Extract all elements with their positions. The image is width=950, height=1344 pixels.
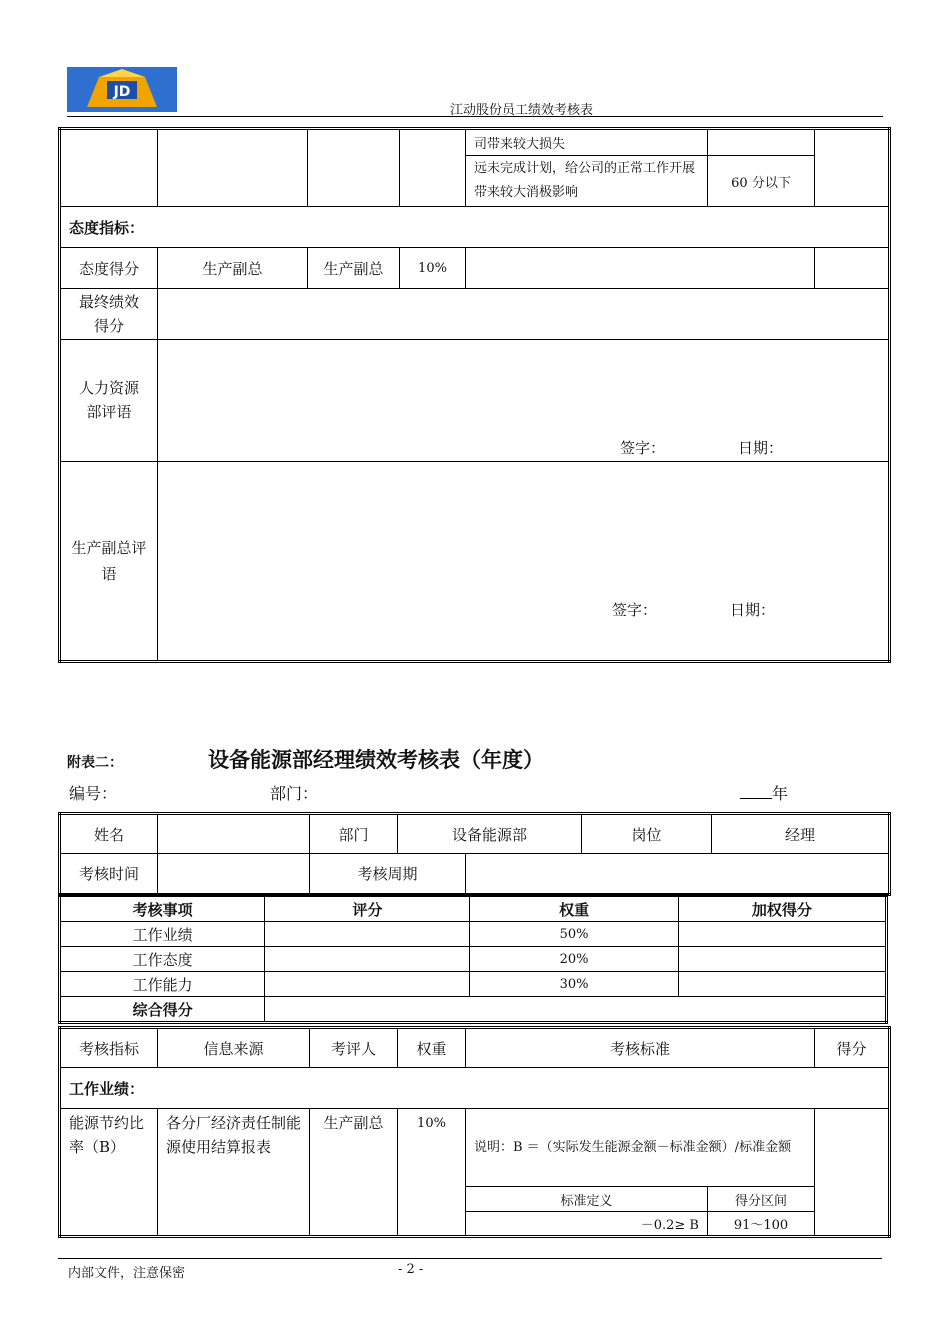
- appendix-title: 设备能源部经理绩效考核表（年度）: [208, 747, 544, 772]
- header-title: 江动股份员工绩效考核表: [450, 103, 594, 118]
- attitude-evaluator: 生产副总: [308, 248, 400, 289]
- header-standard: 考核标准: [466, 1028, 815, 1068]
- logo-text: JD: [113, 84, 131, 100]
- summary-item: 工作能力: [60, 972, 265, 997]
- final-score-value: [158, 289, 890, 340]
- summary-weight: 20%: [470, 947, 678, 972]
- vp-date-label: 日期：: [730, 601, 776, 619]
- header-divider: [67, 116, 883, 117]
- hr-comment-label: 人力资源部评语: [60, 340, 158, 462]
- table-row: [60, 947, 887, 972]
- summary-weighted: [678, 972, 886, 997]
- position-value: 经理: [712, 814, 890, 854]
- attitude-standard: [466, 248, 815, 289]
- empty-cell: [158, 129, 308, 207]
- summary-weight: 30%: [470, 972, 678, 997]
- total-score-value: [265, 997, 887, 1023]
- attitude-source: 生产副总: [158, 248, 308, 289]
- summary-header: 考核事项: [60, 896, 265, 922]
- review-time-label: 考核时间: [60, 854, 158, 895]
- previous-table-continuation: [58, 127, 891, 663]
- hr-comment-area: [158, 340, 890, 462]
- review-period-value: [466, 854, 890, 895]
- footer-divider: [58, 1258, 882, 1259]
- header-evaluator: 考评人: [310, 1028, 398, 1068]
- employee-info-table: [58, 812, 891, 896]
- attitude-score-label: 态度得分: [60, 248, 158, 289]
- standard-desc-b: 远未完成计划，给公司的正常工作开展带来较大消极影响: [466, 156, 708, 207]
- summary-item: 工作态度: [60, 947, 265, 972]
- empty-cell: [60, 129, 158, 207]
- empty-cell: [400, 129, 466, 207]
- standard-desc-a: 司带来较大损失: [466, 129, 708, 156]
- hr-sign-label: 签字：: [620, 439, 666, 457]
- summary-weighted: [678, 947, 886, 972]
- final-score-label: 最终绩效得分: [60, 289, 158, 340]
- weight-cell: 10%: [398, 1109, 466, 1237]
- page-number: - 2 -: [398, 1262, 424, 1277]
- score-cell: [815, 1109, 890, 1237]
- appendix-label: 附表二：: [67, 755, 123, 771]
- summary-header: 评分: [265, 896, 470, 922]
- position-label: 岗位: [582, 814, 712, 854]
- vp-sign-label: 签字：: [612, 601, 658, 619]
- attitude-heading: 态度指标：: [60, 207, 890, 248]
- vp-comment-area: [158, 462, 890, 662]
- dept-label: 部门: [310, 814, 398, 854]
- empty-cell: [308, 129, 400, 207]
- department-label: 部门：: [270, 784, 319, 803]
- range-label: 得分区间: [708, 1187, 815, 1212]
- review-time-value: [158, 854, 310, 895]
- performance-detail-table: [58, 1026, 891, 1238]
- range-cell-b: 60 分以下: [708, 156, 815, 207]
- table-row: [60, 972, 887, 997]
- year-label: 年: [772, 784, 789, 803]
- summary-score: [265, 922, 470, 947]
- year-field: [740, 781, 788, 804]
- name-label: 姓名: [60, 814, 158, 854]
- evaluator-cell: 生产副总: [310, 1109, 398, 1237]
- summary-weight: 50%: [470, 922, 678, 947]
- summary-item: 工作业绩: [60, 922, 265, 947]
- total-score-label: 综合得分: [60, 997, 265, 1023]
- confidential-note: 内部文件，注意保密: [68, 1266, 186, 1281]
- summary-score: [265, 947, 470, 972]
- score-cell: [815, 129, 890, 207]
- summary-table: [58, 894, 888, 1024]
- source-cell: 各分厂经济责任制能源使用结算报表: [158, 1109, 310, 1237]
- vp-comment-label: 生产副总评语: [60, 462, 158, 662]
- dept-value: 设备能源部: [398, 814, 582, 854]
- performance-heading: 工作业绩：: [60, 1068, 890, 1109]
- summary-weighted: [678, 922, 886, 947]
- indicator-cell: 能源节约比率（B）: [60, 1109, 158, 1237]
- year-blank: [740, 784, 772, 799]
- summary-header: 权重: [470, 896, 678, 922]
- summary-score: [265, 972, 470, 997]
- range-cell-a: [708, 129, 815, 156]
- attitude-score: [815, 248, 890, 289]
- review-period-label: 考核周期: [310, 854, 466, 895]
- std-def-value: －0.2≥ B: [466, 1212, 708, 1237]
- name-value: [158, 814, 310, 854]
- logo-graphic: [67, 67, 177, 112]
- standard-note: 说明：B ＝（实际发生能源金额－标准金额）/标准金额: [466, 1109, 815, 1187]
- hr-date-label: 日期：: [738, 439, 784, 457]
- header-score: 得分: [815, 1028, 890, 1068]
- table-row: [60, 922, 887, 947]
- range-value: 91～100: [708, 1212, 815, 1237]
- company-logo: [67, 67, 177, 112]
- header-weight: 权重: [398, 1028, 466, 1068]
- header-indicator: 考核指标: [60, 1028, 158, 1068]
- attitude-weight: 10%: [400, 248, 466, 289]
- number-label: 编号：: [69, 784, 118, 803]
- summary-header: 加权得分: [678, 896, 886, 922]
- std-def-label: 标准定义: [466, 1187, 708, 1212]
- header-source: 信息来源: [158, 1028, 310, 1068]
